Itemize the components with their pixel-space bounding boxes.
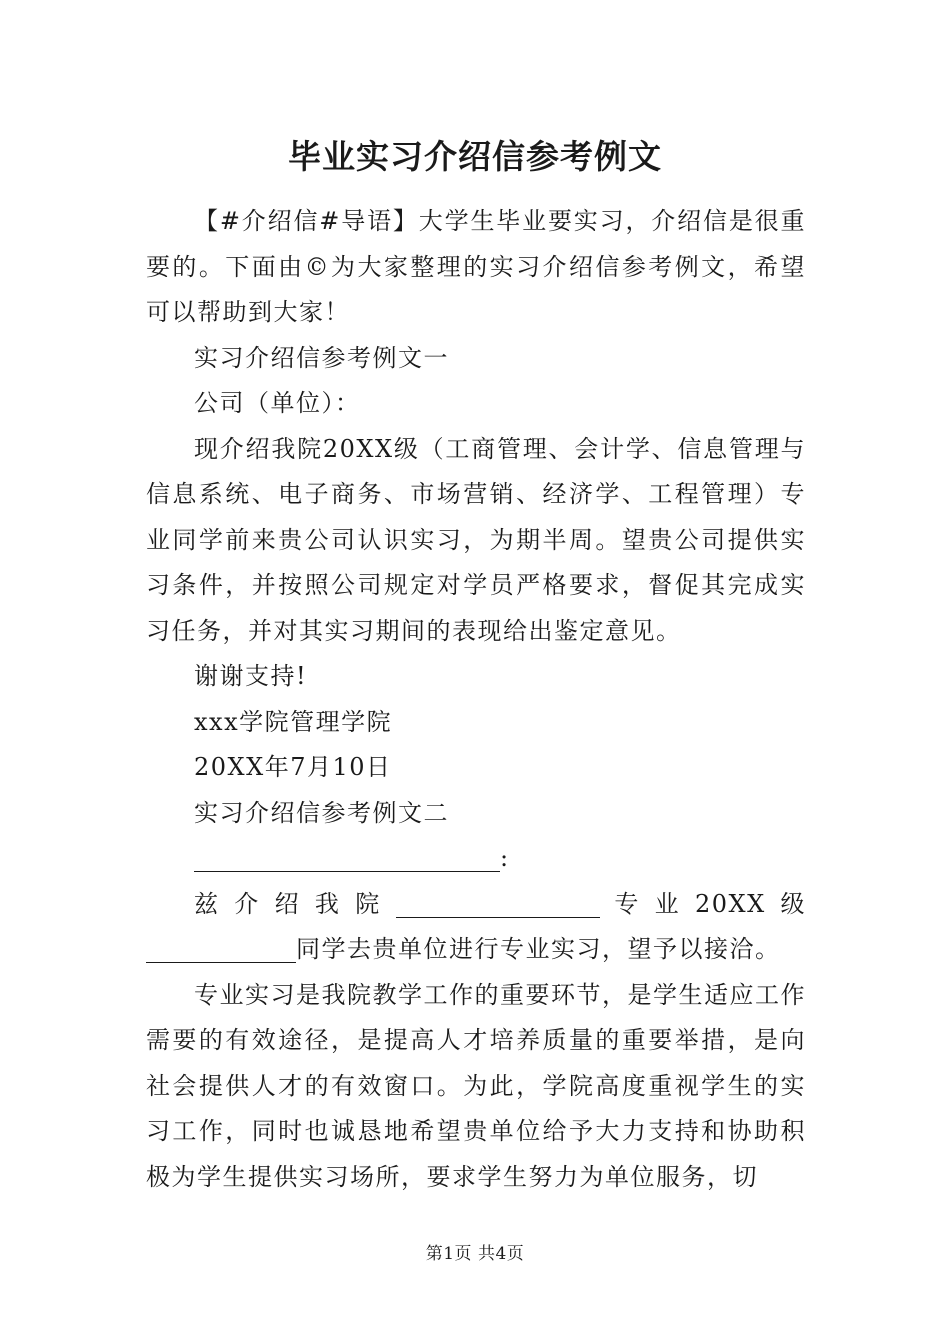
example2-heading: 实习介绍信参考例文二 [194,798,449,827]
page-footer: 第1页 共4页 [425,1244,525,1264]
document-body [146,199,806,1200]
document-title: 毕业实习介绍信参考例文 [288,137,662,176]
intro-text-2: 专业20XX级 [599,889,806,918]
intro-paragraph: 【#介绍信#导语】大学生毕业要实习，介绍信是很重要的。下面由©为大家整理的实习介绍信参考例文，希望可以帮助到大家！ [146,207,806,326]
example2-intro [146,882,806,973]
example1-thanks: 谢谢支持! [194,662,308,690]
example1-date: 20XX年7月10日 [194,753,392,781]
blank-major [396,887,600,918]
salutation-colon: : [500,844,510,872]
blank-recipient [194,841,500,872]
blank-class [146,932,286,963]
example2-salutation [146,836,806,882]
example1-body: 现介绍我院20XX级（工商管理、会计学、信息管理与信息系统、电子商务、市场营销、经济学、工程管理）专业同学前来贵公司认识实习，为期半周。望贵公司提供实习条件，并按照公司规定对学员严格要求，督促其完成实习任务，并对其实习期间的表现给出鉴定意见。 [146,434,806,645]
example2-body: 专业实习是我院教学工作的重要环节，是学生适应工作需要的有效途径，是提高人才培养质量的重要举措，是向社会提供人才的有效窗口。为此，学院高度重视学生的实习工作，同时也诚恳地希望贵单位给予大力支持和协助积极为学生提供实习场所，要求学生努力为单位服务，切 [146,980,806,1191]
example1-signature: xxx学院管理学院 [194,707,393,736]
blank-class-continued [286,932,296,963]
example1-heading: 实习介绍信参考例文一 [194,343,449,372]
intro-text-3: 同学去贵单位进行专业实习，望予以接洽。 [296,935,781,963]
example1-salutation: 公司（单位）： [194,389,361,417]
intro-text-1: 兹介绍我院 [194,889,396,918]
